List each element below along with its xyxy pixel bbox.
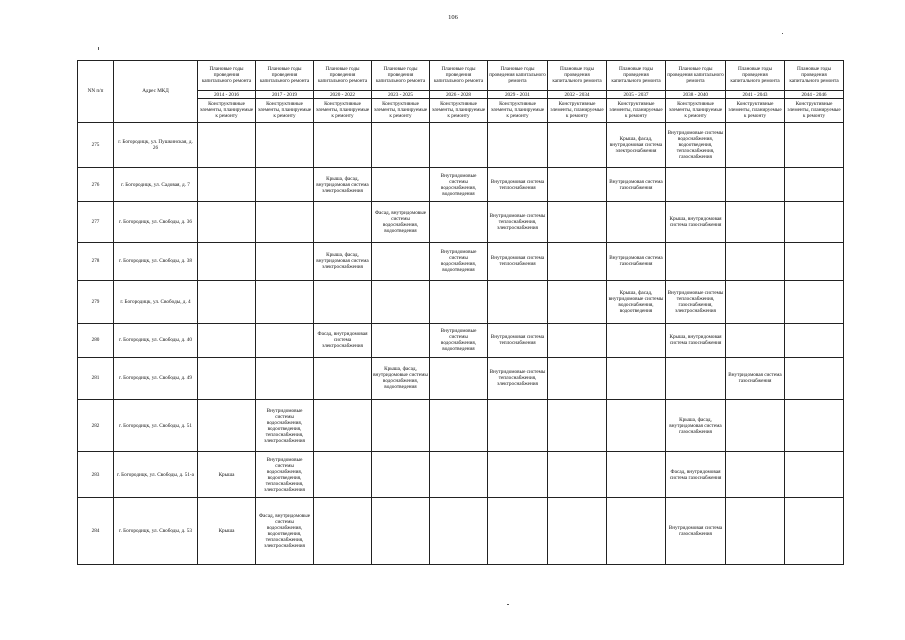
elements-subheader-8: Конструктивные элементы, планируемые к ремонту [666,99,726,122]
repair-cell-period-10 [785,168,844,202]
repair-cell-period-9 [726,400,785,452]
repair-cell-period-1 [256,323,314,357]
period-years-10: 2044 - 2046 [785,90,844,99]
repair-cell-period-9 [726,497,785,564]
repair-cell-period-1: Внутридомовые системы водоснабжения, водоотведения, теплоснабжения, электроснабжения [256,400,314,452]
repair-cell-period-10 [785,452,844,498]
repair-cell-period-8: Внутридомовая система газоснабжения [666,497,726,564]
row-number: 281 [78,357,114,400]
row-number: 283 [78,452,114,498]
row-address: г. Богородицк, ул. Свободы, д. 40 [114,323,198,357]
period-title-9: Плановые годы проведения капитального ремонта [726,61,785,91]
period-years-3: 2023 - 2025 [372,90,430,99]
repair-cell-period-9: Внутридомовая система газоснабжения [726,357,785,400]
repair-cell-period-7 [607,452,666,498]
elements-subheader-1: Конструктивные элементы, планируемые к ремонту [256,99,314,122]
period-years-0: 2014 - 2016 [198,90,256,99]
scan-speck [782,33,783,34]
repair-cell-period-3 [372,323,430,357]
repair-cell-period-9 [726,452,785,498]
repair-cell-period-9 [726,323,785,357]
repair-cell-period-4 [430,400,488,452]
repair-cell-period-0 [198,281,256,324]
repair-cell-period-7: Крыша, фасад, внутридомовая система электроснабжения [607,122,666,168]
repair-cell-period-7 [607,202,666,242]
row-address: г. Богородицк, ул. Свободы, д. 38 [114,242,198,280]
repair-cell-period-9 [726,168,785,202]
table-row [78,202,844,242]
row-address: г. Богородицк, ул. Свободы, д. 4 [114,281,198,324]
repair-cell-period-8: Внутридомовые системы теплоснабжения, газоснабжения, электроснабжения [666,281,726,324]
period-title-10: Плановые годы проведения капитального ремонта [785,61,844,91]
table-row [78,400,844,452]
repair-cell-period-1: Фасад, внутридомовые системы водоснабжения, водоотведения, теплоснабжения, электроснабжения [256,497,314,564]
elements-subheader-3: Конструктивные элементы, планируемые к ремонту [372,99,430,122]
repair-cell-period-7 [607,357,666,400]
repair-cell-period-3 [372,452,430,498]
row-number: 276 [78,168,114,202]
period-years-9: 2041 - 2043 [726,90,785,99]
repair-cell-period-10 [785,323,844,357]
repair-cell-period-9 [726,202,785,242]
repair-cell-period-2: Крыша, фасад, внутридомовая система электроснабжения [314,168,372,202]
repair-cell-period-4 [430,122,488,168]
repair-cell-period-2 [314,122,372,168]
repair-cell-period-6 [548,400,607,452]
row-number: 280 [78,323,114,357]
repair-cell-period-5 [488,122,548,168]
row-address: г. Богородицк, ул. Свободы, д. 36 [114,202,198,242]
repair-cell-period-5 [488,497,548,564]
repair-cell-period-9 [726,281,785,324]
repair-cell-period-8: Крыша, внутридомовая система газоснабжения [666,323,726,357]
repair-cell-period-7: Крыша, фасад, внутридомовые системы водоснабжения, водоотведения [607,281,666,324]
table-row [78,122,844,168]
repair-cell-period-1 [256,122,314,168]
repair-cell-period-1 [256,357,314,400]
repair-cell-period-2 [314,281,372,324]
repair-cell-period-0 [198,242,256,280]
table-row [78,242,844,280]
repair-cell-period-10 [785,281,844,324]
repair-cell-period-5: Внутридомовые системы теплоснабжения, электроснабжения [488,202,548,242]
repair-cell-period-4 [430,281,488,324]
repair-cell-period-10 [785,202,844,242]
period-title-5: Плановые годы проведения капитального ремонта [488,61,548,91]
row-address: г. Богородицк, ул. Садовая, д. 7 [114,168,198,202]
row-number: 277 [78,202,114,242]
period-title-8: Плановые годы проведения капитального ремонта [666,61,726,91]
elements-subheader-5: Конструктивные элементы, планируемые к ремонту [488,99,548,122]
repair-cell-period-6 [548,242,607,280]
page-number: 106 [448,14,458,21]
row-address: г. Богородицк, ул. Свободы, д. 51-а [114,452,198,498]
repair-cell-period-0 [198,357,256,400]
repair-cell-period-6 [548,323,607,357]
repair-cell-period-1: Внутридомовые системы водоснабжения, водоотведения, теплоснабжения, электроснабжения [256,452,314,498]
repair-cell-period-8: Внутридомовые системы водоснабжения, водоотведения, теплоснабжения, газоснабжения [666,122,726,168]
table-row [78,323,844,357]
repair-cell-period-6 [548,281,607,324]
repair-cell-period-5: Внутридомовая система теплоснабжения [488,242,548,280]
table-row [78,168,844,202]
repair-cell-period-7: Внутридомовая система газоснабжения [607,168,666,202]
repair-cell-period-6 [548,202,607,242]
row-number: 275 [78,122,114,168]
repair-cell-period-6 [548,357,607,400]
row-number: 284 [78,497,114,564]
repair-cell-period-7 [607,323,666,357]
period-title-0: Плановые годы проведения капитального ремонта [198,61,256,91]
repair-cell-period-3 [372,168,430,202]
repair-cell-period-2: Фасад, внутридомовая система электроснабжения [314,323,372,357]
repair-cell-period-8 [666,168,726,202]
repair-cell-period-6 [548,168,607,202]
row-number: 279 [78,281,114,324]
repair-cell-period-8 [666,242,726,280]
repair-cell-period-0 [198,122,256,168]
repair-cell-period-0 [198,168,256,202]
repair-cell-period-2 [314,452,372,498]
period-years-8: 2038 - 2040 [666,90,726,99]
repair-cell-period-1 [256,168,314,202]
row-number: 278 [78,242,114,280]
repair-cell-period-3 [372,242,430,280]
period-years-5: 2029 - 2031 [488,90,548,99]
repair-cell-period-1 [256,281,314,324]
repair-cell-period-2 [314,400,372,452]
elements-subheader-4: Конструктивные элементы, планируемые к ремонту [430,99,488,122]
repair-cell-period-6 [548,122,607,168]
repair-cell-period-3: Крыша, фасад, внутридомовые системы водоснабжения, водоотведения [372,357,430,400]
repair-cell-period-10 [785,400,844,452]
table-row [78,452,844,498]
elements-subheader-2: Конструктивные элементы, планируемые к ремонту [314,99,372,122]
repair-cell-period-10 [785,242,844,280]
table-row [78,357,844,400]
elements-subheader-0: Конструктивные элементы, планируемые к ремонту [198,99,256,122]
row-address: г. Богородицк, ул. Свободы, д. 53 [114,497,198,564]
repair-cell-period-2 [314,202,372,242]
repair-cell-period-8: Крыша, внутридомовая система газоснабжения [666,202,726,242]
period-title-4: Плановые годы проведения капитального ремонта [430,61,488,91]
repair-cell-period-7 [607,400,666,452]
repair-cell-period-4: Внутридомовые системы водоснабжения, водоотведения [430,323,488,357]
repair-cell-period-1 [256,242,314,280]
repair-cell-period-3 [372,122,430,168]
repair-cell-period-3 [372,497,430,564]
repair-cell-period-3: Фасад, внутридомовые системы водоснабжения, водоотведения [372,202,430,242]
elements-subheader-6: Конструктивные элементы, планируемые к ремонту [548,99,607,122]
repair-cell-period-5 [488,452,548,498]
repair-cell-period-10 [785,497,844,564]
elements-subheader-9: Конструктивные элементы, планируемые к ремонту [726,99,785,122]
elements-subheader-7: Конструктивные элементы, планируемые к ремонту [607,99,666,122]
repair-cell-period-4 [430,497,488,564]
period-years-1: 2017 - 2019 [256,90,314,99]
period-years-6: 2032 - 2034 [548,90,607,99]
header-row-periods [78,61,844,91]
repair-cell-period-0 [198,400,256,452]
repair-cell-period-3 [372,400,430,452]
repair-cell-period-2 [314,357,372,400]
scan-speck [507,604,509,605]
repair-cell-period-6 [548,497,607,564]
repair-cell-period-4 [430,357,488,400]
elements-subheader-10: Конструктивные элементы, планируемые к ремонту [785,99,844,122]
repair-cell-period-0 [198,202,256,242]
repair-cell-period-6 [548,452,607,498]
repair-cell-period-5 [488,400,548,452]
repair-cell-period-2: Крыша, фасад, внутридомовая система электроснабжения [314,242,372,280]
repair-cell-period-8: Фасад, внутридомовая система газоснабжения [666,452,726,498]
period-years-2: 2020 - 2022 [314,90,372,99]
row-address: г. Богородицк, ул. Пушкинская, д. 26 [114,122,198,168]
repair-cell-period-5 [488,281,548,324]
repair-cell-period-10 [785,357,844,400]
period-title-6: Плановые годы проведения капитального ремонта [548,61,607,91]
repair-schedule-table [77,60,844,565]
period-years-7: 2035 - 2037 [607,90,666,99]
repair-cell-period-8 [666,357,726,400]
repair-cell-period-8: Крыша, фасад, внутридомовая система газоснабжения [666,400,726,452]
repair-cell-period-10 [785,122,844,168]
period-years-4: 2026 - 2028 [430,90,488,99]
repair-cell-period-9 [726,242,785,280]
table-body [78,61,844,565]
repair-cell-period-5: Внутридомовые системы теплоснабжения, электроснабжения [488,357,548,400]
repair-cell-period-4: Внутридомовые системы водоснабжения, водоотведения [430,168,488,202]
repair-cell-period-0 [198,323,256,357]
repair-cell-period-5: Внутридомовая система теплоснабжения [488,168,548,202]
repair-cell-period-9 [726,122,785,168]
repair-cell-period-4 [430,452,488,498]
table-row [78,281,844,324]
scan-speck [98,47,99,50]
repair-cell-period-4 [430,202,488,242]
col-header-num: NN п/п [78,61,114,123]
repair-cell-period-5: Внутридомовая система теплоснабжения [488,323,548,357]
repair-cell-period-7 [607,497,666,564]
repair-cell-period-0: Крыша [198,452,256,498]
repair-cell-period-2 [314,497,372,564]
repair-cell-period-1 [256,202,314,242]
repair-cell-period-0: Крыша [198,497,256,564]
col-header-address: Адрес МКД [114,61,198,123]
repair-cell-period-3 [372,281,430,324]
row-address: г. Богородицк, ул. Свободы, д. 51 [114,400,198,452]
row-number: 282 [78,400,114,452]
row-address: г. Богородицк, ул. Свободы, д. 49 [114,357,198,400]
repair-cell-period-7: Внутридомовая система газоснабжения [607,242,666,280]
repair-cell-period-4: Внутридомовые системы водоснабжения, водоотведения [430,242,488,280]
period-title-7: Плановые годы проведения капитального ремонта [607,61,666,91]
table-row [78,497,844,564]
period-title-2: Плановые годы проведения капитального ремонта [314,61,372,91]
period-title-3: Плановые годы проведения капитального ремонта [372,61,430,91]
period-title-1: Плановые годы проведения капитального ремонта [256,61,314,91]
